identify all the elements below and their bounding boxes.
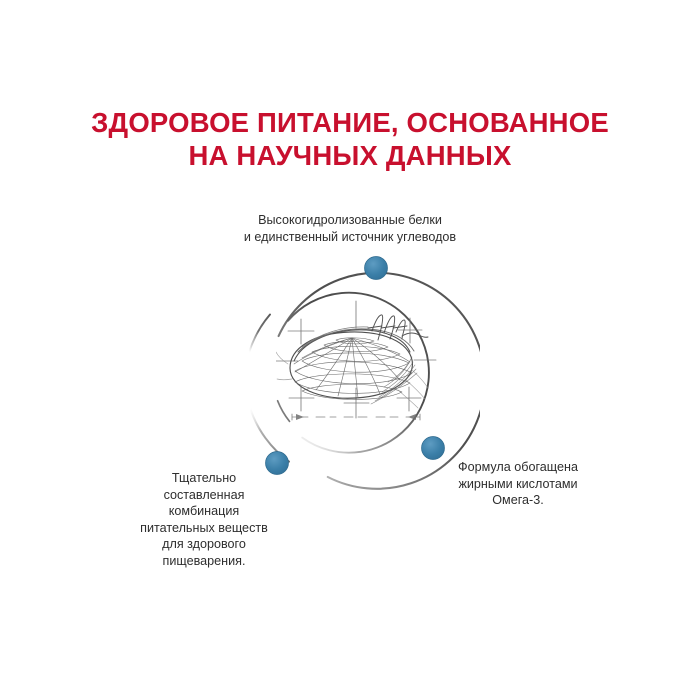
kibble-sketch: [276, 301, 436, 420]
dot-top: [365, 257, 388, 280]
title-line-1: ЗДОРОВОЕ ПИТАНИЕ, ОСНОВАННОЕ: [91, 107, 609, 138]
page-title: [0, 106, 700, 172]
caption-right-line-3: Омега-3.: [492, 493, 544, 507]
caption-left-line-6: пищеварения.: [162, 553, 246, 568]
caption-left-line-1: Тщательно: [171, 471, 237, 485]
kibble-shading: [371, 357, 417, 404]
caption-left-line-2: составленная: [163, 487, 245, 502]
caption-top-line-2: и единственный источник углеводов: [243, 229, 457, 244]
caption-left-line-4: питательных веществ: [140, 520, 268, 535]
caption-top: [0, 212, 700, 245]
caption-right-line-1: Формула обогащена: [458, 460, 578, 474]
kibble-technical-sketch-diagram: [232, 248, 480, 496]
title-line-2: НА НАУЧНЫХ ДАННЫХ: [188, 140, 512, 171]
dot-right: [422, 437, 445, 460]
caption-left-line-5: для здорового: [162, 537, 246, 551]
caption-right-line-2: жирными кислотами: [458, 476, 578, 491]
caption-top-line-1: Высокогидролизованные белки: [258, 213, 442, 227]
dot-bottom-left: [266, 452, 289, 475]
caption-left-line-3: комбинация: [168, 504, 240, 518]
inner-ring: [278, 293, 429, 453]
